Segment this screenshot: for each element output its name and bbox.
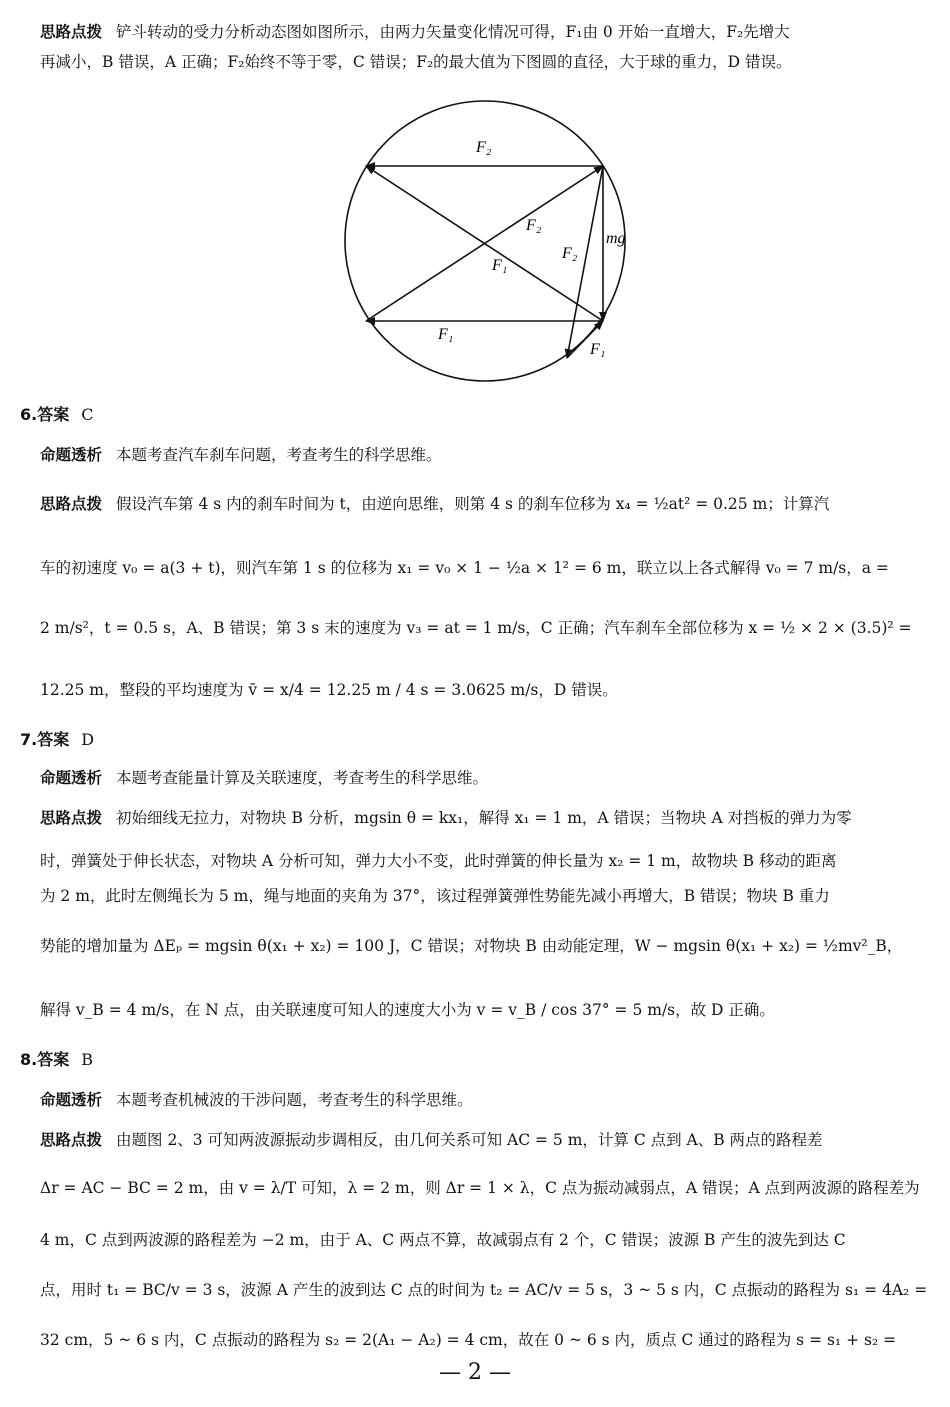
q8-answer-label: 答案 (37, 1050, 70, 1069)
q8-hint-line-5: 32 cm，5 ~ 6 s 内，C 点振动的路程为 s₂ = 2(A₁ − A₂) = 4 cm，故在 0 ~ 6 s 内，质点 C 通过的路程为 s = s₁ + s₂ = (40, 1331, 897, 1349)
q7-answer: D (81, 730, 95, 749)
label-f2-right: F₂ (562, 245, 578, 262)
q8-answer: B (81, 1050, 93, 1069)
label-f1-right: F₁ (590, 341, 606, 358)
label-f1-center: F₁ (492, 257, 508, 274)
q8-heading (20, 1050, 93, 1070)
q8-hint-label: 思路点拨 (40, 1131, 103, 1149)
q7-hint-label: 思路点拨 (40, 809, 103, 827)
q8-analysis (40, 1090, 930, 1110)
q7-hint-line-1: 思路点拨 初始细线无拉力，对物块 B 分析，mgsin θ = kx₁，解得 x₁ = 1 m，A 错误；当物块 A 对挡板的弹力为零 (40, 809, 852, 827)
q7-hint-line-2: 时，弹簧处于伸长状态，对物块 A 分析可知，弹力大小不变，此时弹簧的伸长量为 x₂ = 1 m，故物块 B 移动的距离 (40, 852, 837, 870)
label-mg: mg (606, 230, 626, 247)
q6-analysis (40, 445, 930, 465)
q7-hint-line-3: 为 2 m，此时左侧绳长为 5 m，绳与地面的夹角为 37°，该过程弹簧弹性势能先减小再增大，B 错误；物块 B 重力 (40, 887, 830, 905)
f2-steep-arrow (567, 166, 606, 358)
q8-hint-line-4: 点，用时 t₁ = BC/v = 3 s，波源 A 产生的波到达 C 点的时间为 t₂ = AC/v = 5 s，3 ~ 5 s 内，C 点振动的路程为 s₁ = 4A₂ = (40, 1281, 928, 1299)
q5-hint-line-1: 铲斗转动的受力分析动态图如图所示，由两力矢量变化情况可得，F₁由 0 开始一直增大，F₂先增大 (116, 23, 790, 41)
q6-hint-line-2: 车的初速度 v₀ = a(3 + t)，则汽车第 1 s 的位移为 x₁ = v₀ × 1 − ½a × 1² = 6 m，联立以上各式解得 v₀ = 7 m/s，a = (40, 559, 889, 577)
q6-answer: C (81, 405, 94, 424)
q8-hint-line-1: 思路点拨 由题图 2、3 可知两波源振动步调相反，由几何关系可知 AC = 5 m，计算 C 点到 A、B 两点的路程差 (40, 1131, 823, 1149)
q5-hint-line-2: 再减小，B 错误，A 正确；F₂始终不等于零，C 错误；F₂的最大值为下图圆的直径，大于球的重力，D 错误。 (40, 53, 792, 71)
q6-answer-label: 答案 (37, 405, 70, 424)
q5-hint-label: 思路点拨 (40, 23, 103, 41)
q7-hint-line-5: 解得 v_B = 4 m/s，在 N 点，由关联速度可知人的速度大小为 v = v_B / cos 37° = 5 m/s，故 D 正确。 (40, 1001, 775, 1019)
q6-hint-line-1: 思路点拨 假设汽车第 4 s 内的刹车时间为 t，由逆向思维，则第 4 s 的刹车位移为 x₄ = ½at² = 0.25 m；计算汽 (40, 495, 830, 513)
page-number: — 2 — (439, 1360, 511, 1385)
q6-analysis-label: 命题透析 (40, 446, 103, 464)
q6-hint-label: 思路点拨 (40, 495, 103, 513)
q6-analysis-text: 本题考查汽车刹车问题，考查考生的科学思维。 (116, 446, 442, 464)
label-f2-top: F₂ (476, 139, 492, 156)
q7-hint-line-4: 势能的增加量为 ΔEₚ = mgsin θ(x₁ + x₂) = 100 J，C 错误；对物块 B 由动能定理，W − mgsin θ(x₁ + x₂) = ½mv²_B， (40, 937, 903, 955)
q7-heading (20, 730, 94, 750)
label-f2-diag: F₂ (526, 217, 542, 234)
q6-heading (20, 405, 93, 425)
force-circle-figure (330, 96, 650, 386)
q7-analysis-label: 命题透析 (40, 769, 103, 787)
q8-analysis-text: 本题考查机械波的干涉问题，考查考生的科学思维。 (116, 1091, 473, 1109)
q8-analysis-label: 命题透析 (40, 1091, 103, 1109)
q6-hint-line-4: 12.25 m，整段的平均速度为 v̄ = x/4 = 12.25 m / 4 s = 3.0625 m/s，D 错误。 (40, 681, 618, 699)
q7-analysis (40, 768, 930, 788)
q6-number: 6. (20, 405, 38, 424)
q8-hint-line-2: Δr = AC − BC = 2 m，由 v = λ/T 可知，λ = 2 m，则 Δr = 1 × λ，C 点为振动减弱点，A 错误；A 点到两波源的路程差为 (40, 1179, 920, 1197)
q7-analysis-text: 本题考查能量计算及关联速度，考查考生的科学思维。 (116, 769, 489, 787)
q8-hint-line-3: 4 m，C 点到两波源的路程差为 −2 m，由于 A、C 两点不算，故减弱点有 2 个，C 错误；波源 B 产生的波先到达 C (40, 1231, 846, 1249)
q7-number: 7. (20, 730, 38, 749)
q5-hint-paragraph (40, 22, 930, 72)
q6-hint-line-3: 2 m/s²，t = 0.5 s，A、B 错误；第 3 s 末的速度为 v₃ = at = 1 m/s，C 正确；汽车刹车全部位移为 x = ½ × 2 × (3.5)² = (40, 619, 912, 637)
q8-number: 8. (20, 1050, 38, 1069)
label-f1-bottom: F₁ (438, 326, 454, 343)
q7-answer-label: 答案 (37, 730, 70, 749)
